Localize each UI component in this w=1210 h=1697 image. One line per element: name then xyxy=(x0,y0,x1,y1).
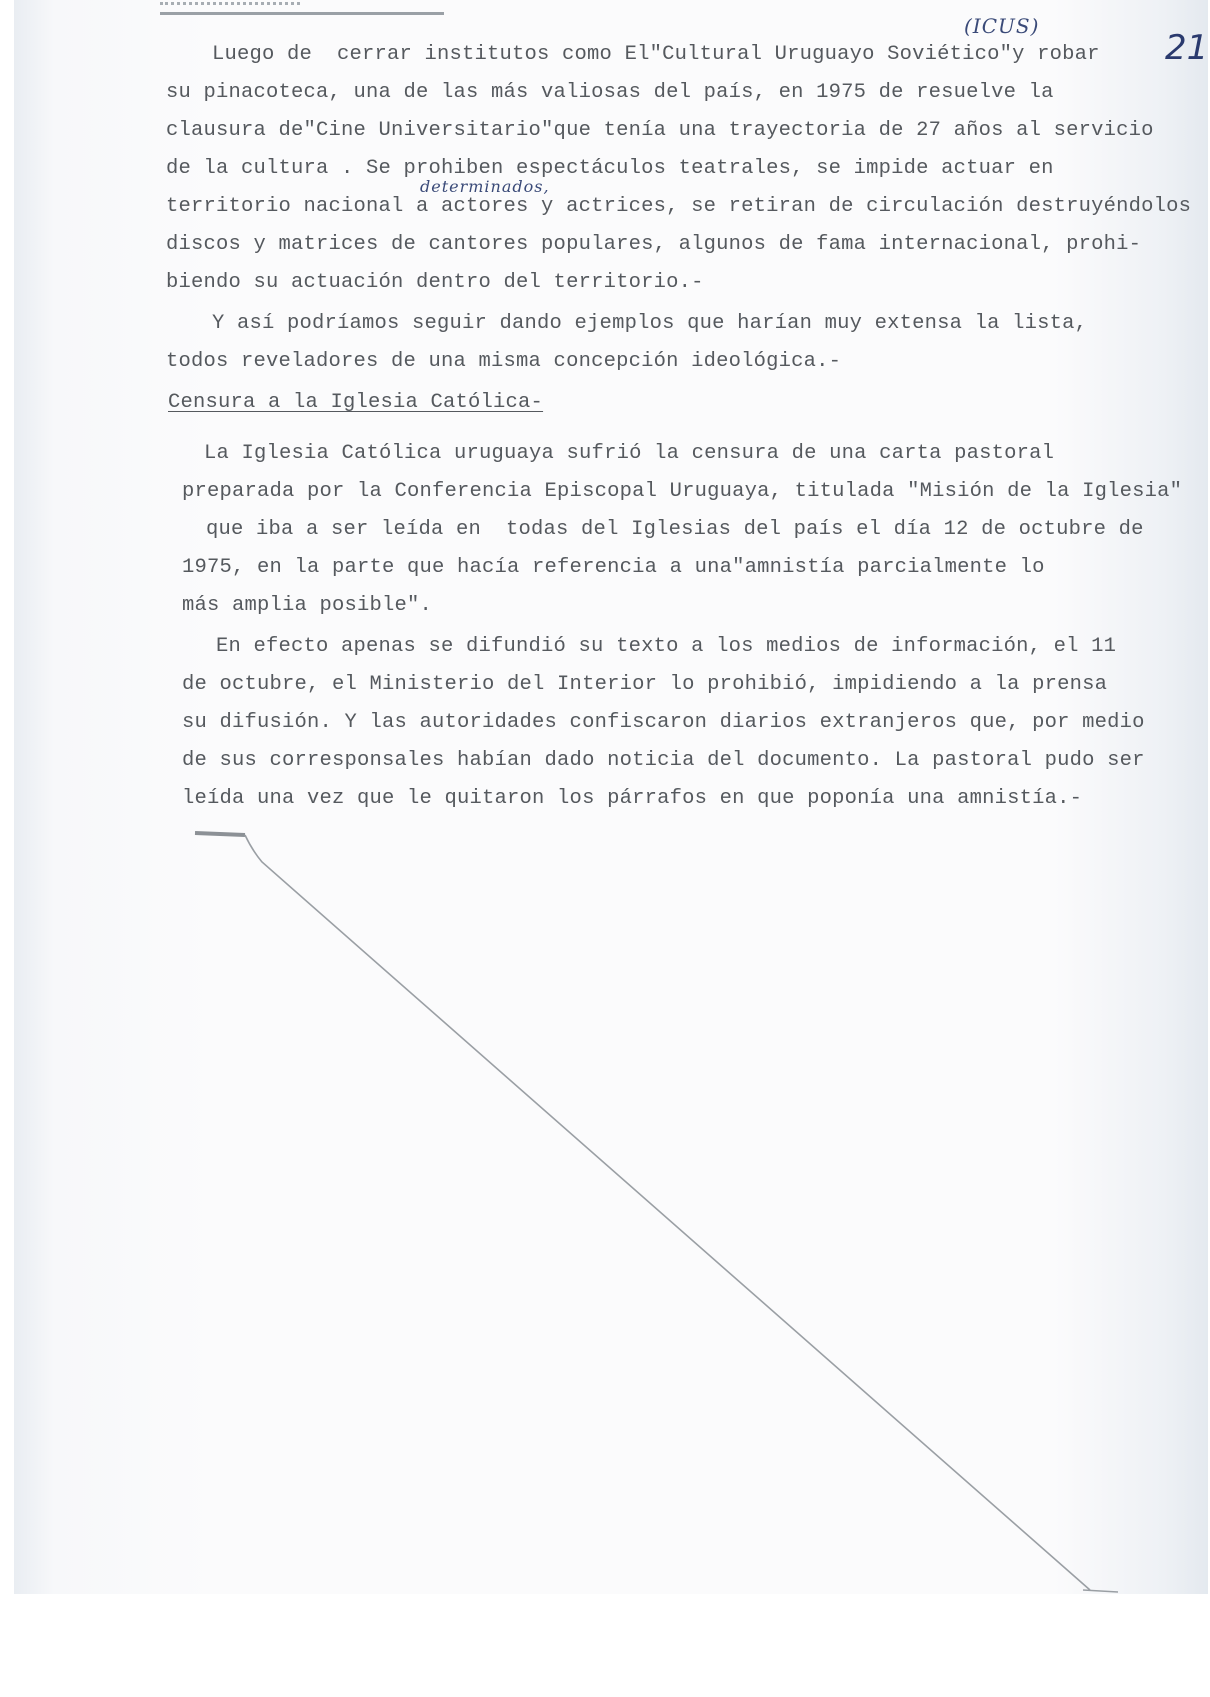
diagonal-end-tick xyxy=(1083,1590,1118,1592)
page-number: 21 xyxy=(1165,28,1209,68)
text-line: que iba a ser leída en todas del Iglesias del país el día 12 de octubre de xyxy=(206,518,1144,541)
text-line: Y así podríamos seguir dando ejemplos que harían muy extensa la lista, xyxy=(212,312,1088,335)
text-line: su difusión. Y las autoridades confiscaron diarios extranjeros que, por medio xyxy=(182,711,1145,734)
text-line: La Iglesia Católica uruguaya sufrió la censura de una carta pastoral xyxy=(204,442,1055,465)
text-line: leída una vez que le quitaron los párrafos en que poponía una amnistía.- xyxy=(182,787,1083,810)
text-line: de octubre, el Ministerio del Interior lo prohibió, impidiendo a la prensa xyxy=(182,673,1108,696)
text-line: de la cultura . Se prohiben espectáculos teatrales, se impide actuar en xyxy=(166,157,1054,180)
text-line: todos reveladores de una misma concepción ideológica.- xyxy=(166,350,842,373)
handwritten-annotation-determinados: determinados, xyxy=(420,177,550,196)
handwritten-annotation-icus: (ICUS) xyxy=(964,14,1040,38)
text-line: Luego de cerrar institutos como El"Cultural Uruguayo Soviético"y robar xyxy=(212,43,1100,66)
text-line: discos y matrices de cantores populares, algunos de fama internacional, prohi- xyxy=(166,233,1142,256)
text-line: su pinacoteca, una de las más valiosas del país, en 1975 de resuelve la xyxy=(166,81,1054,104)
text-line: clausura de"Cine Universitario"que tenía una trayectoria de 27 años al servicio xyxy=(166,119,1154,142)
text-line: 1975, en la parte que hacía referencia a una"amnistía parcialmente lo xyxy=(182,556,1045,579)
text-line: más amplia posible". xyxy=(182,594,433,617)
diagonal-start-tick xyxy=(195,833,245,835)
text-line: preparada por la Conferencia Episcopal Uruguaya, titulada "Misión de la Iglesia" xyxy=(182,480,1183,503)
text-line: territorio nacional a actores y actrices, se retiran de circulación destruyéndolos xyxy=(166,195,1192,218)
text-line: En efecto apenas se difundió su texto a los medios de información, el 11 xyxy=(216,635,1117,658)
text-line: de sus corresponsales habían dado noticia del documento. La pastoral pudo ser xyxy=(182,749,1145,772)
diagonal-cancel-stroke xyxy=(245,835,1090,1590)
section-heading: Censura a la Iglesia Católica- xyxy=(168,391,544,414)
text-line: biendo su actuación dentro del territorio.- xyxy=(166,271,704,294)
